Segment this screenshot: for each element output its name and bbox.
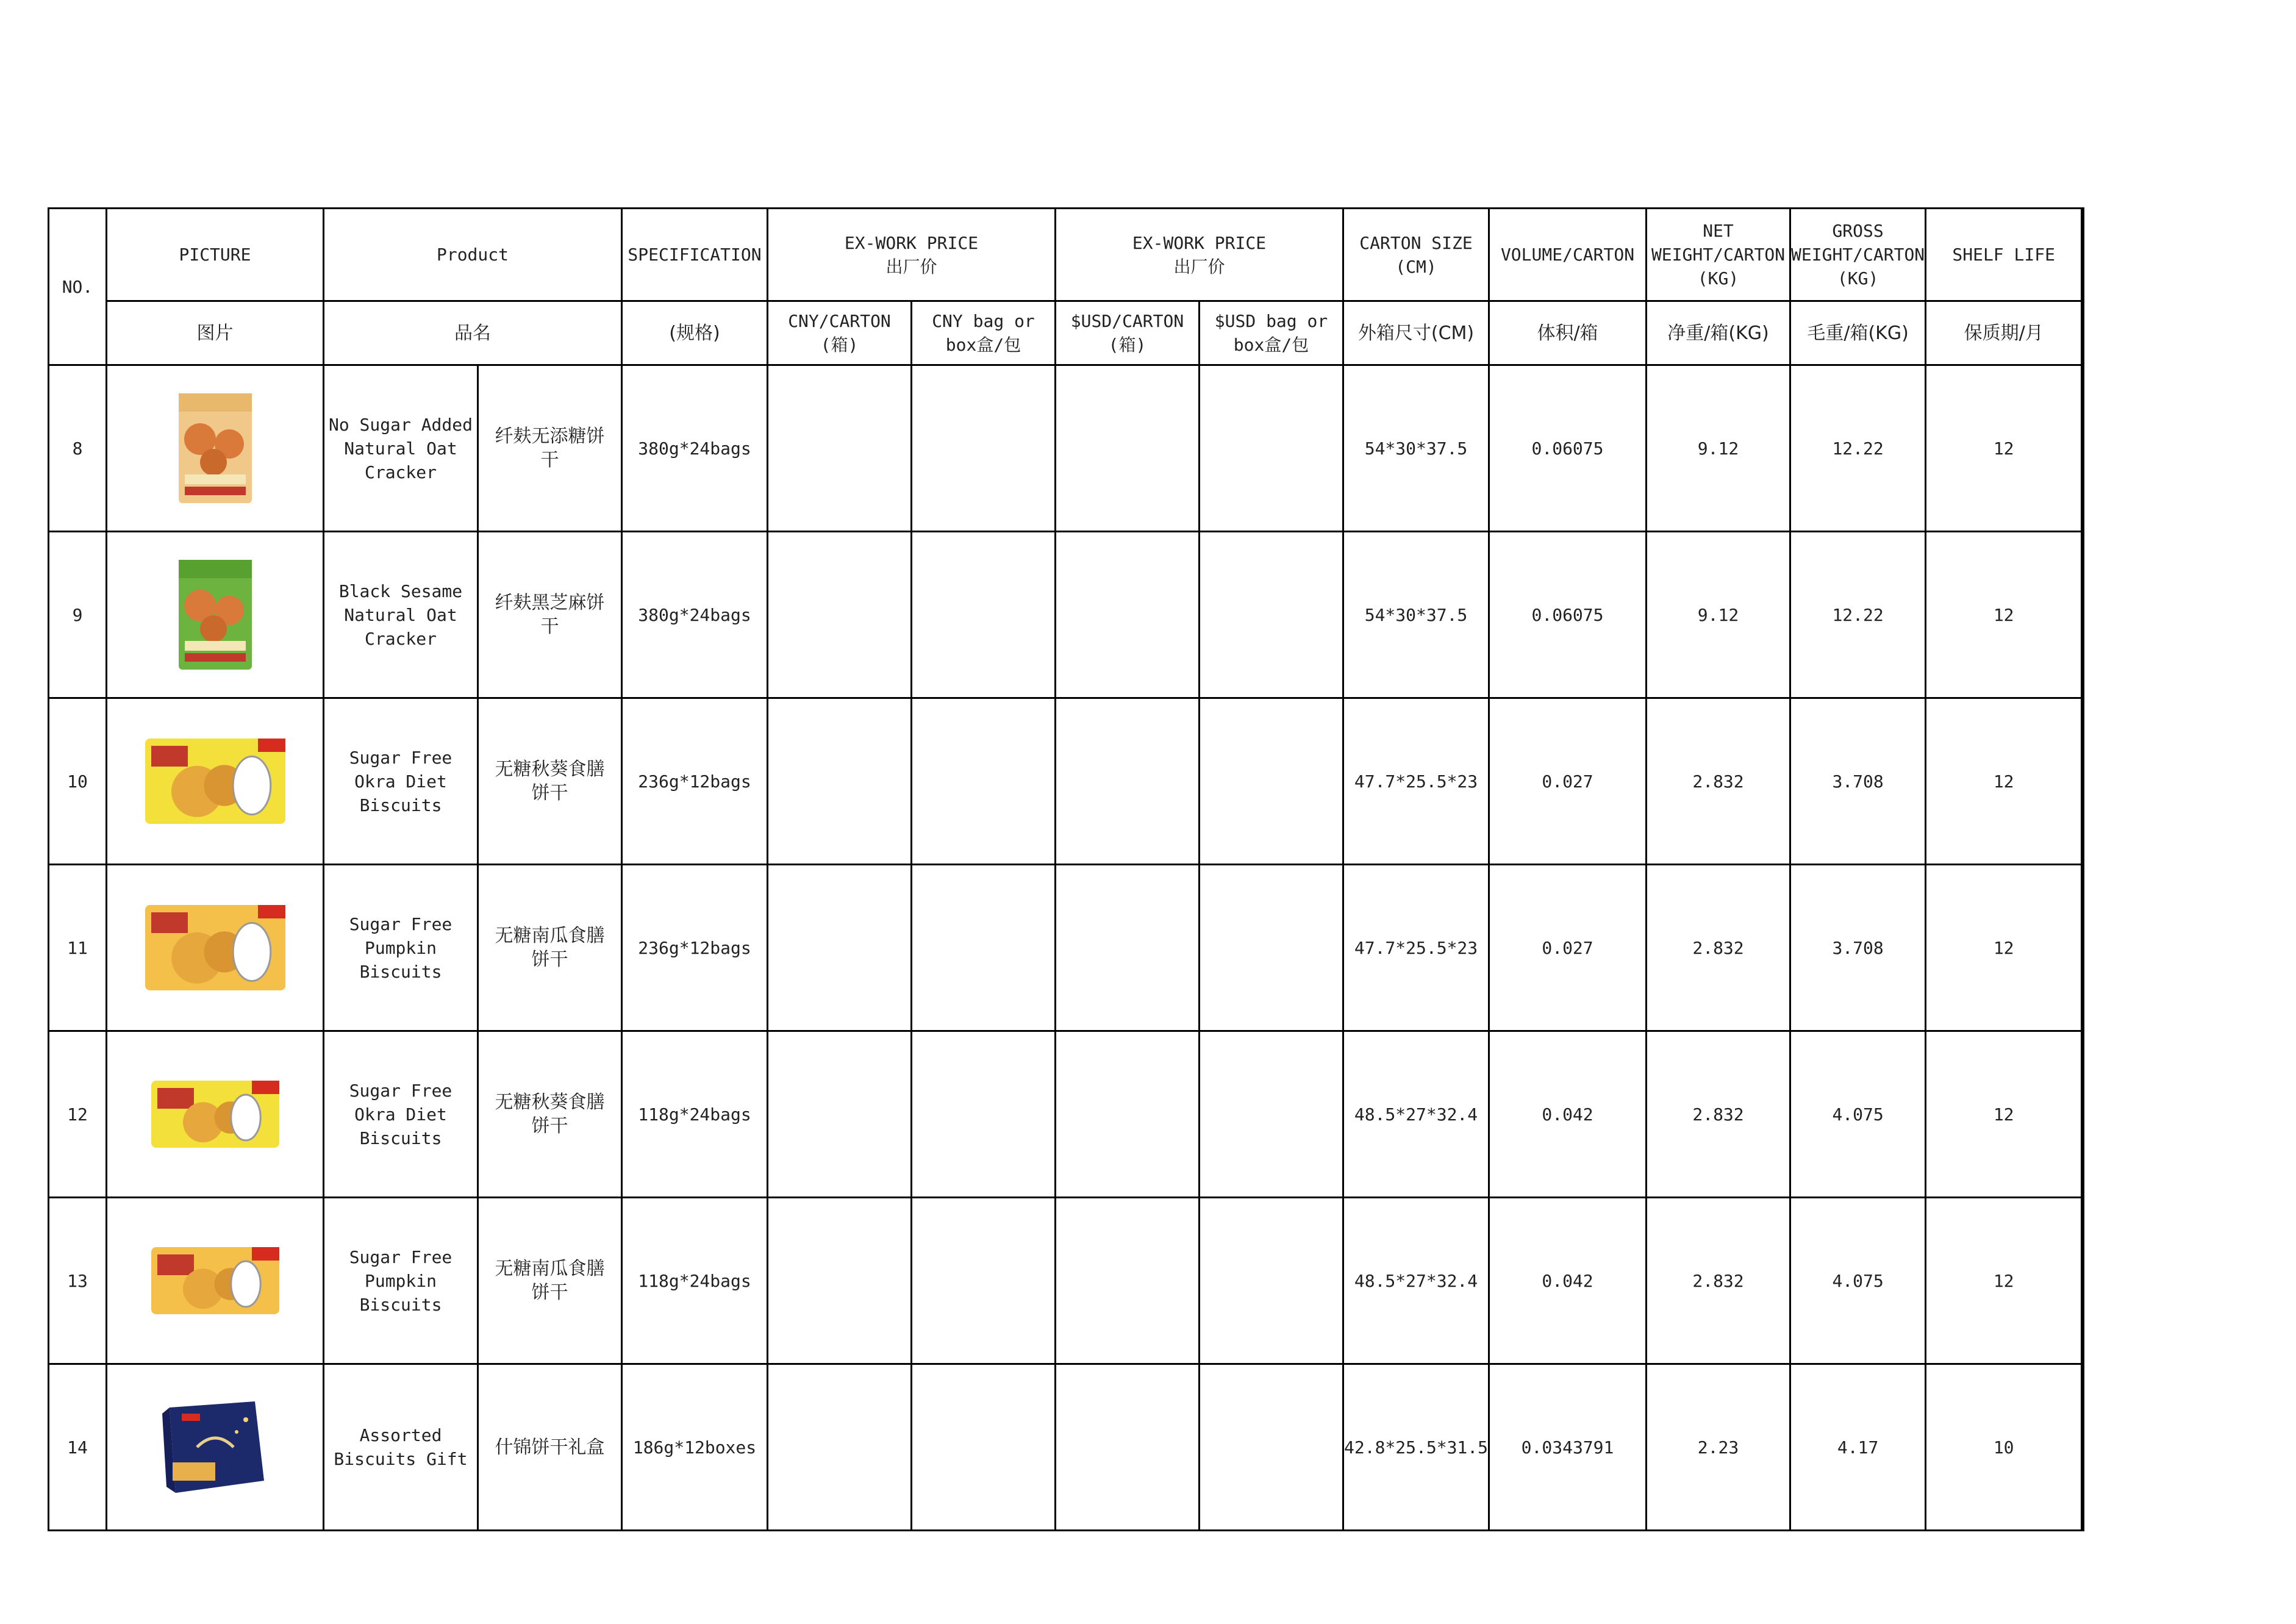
cny-carton-price (768, 532, 912, 698)
cny-bag-price (912, 365, 1056, 532)
row-number: 12 (49, 1031, 107, 1198)
carton-size: 47.7*25.5*23 (1343, 865, 1489, 1031)
row-number: 13 (49, 1198, 107, 1364)
subheader-cny-bag-line: box盒/包 (945, 335, 1021, 355)
product-name-en-line: Pumpkin (364, 1270, 437, 1291)
carton-size: 54*30*37.5 (1343, 365, 1489, 532)
cny-carton-price (768, 698, 912, 865)
subheader-usd-bag-line: $USD bag or (1214, 311, 1328, 331)
header-net-weight-line: WEIGHT/CARTON (1651, 245, 1786, 265)
header-net-weight-line: (KG) (1697, 268, 1739, 288)
product-name-en-line: Biscuits (359, 961, 442, 982)
shelf-life: 12 (1926, 1031, 2082, 1198)
subheader-usd-carton-line: (箱) (1108, 335, 1146, 355)
product-name-cn (478, 532, 622, 698)
specification: 186g*12boxes (622, 1364, 768, 1531)
usd-bag-price (1200, 865, 1343, 1031)
header-specification: SPECIFICATION (622, 209, 768, 301)
product-name-en (324, 1031, 478, 1198)
blank-cell (2082, 365, 2084, 532)
product-name-en (324, 1198, 478, 1364)
subheader-cny-carton-line: CNY/CARTON (788, 311, 891, 331)
product-name-en-line: Natural Oat (344, 438, 457, 459)
product-name-en (324, 532, 478, 698)
specification: 236g*12bags (622, 698, 768, 865)
shelf-life: 12 (1926, 532, 2082, 698)
product-name-cn-line: 干 (540, 449, 559, 471)
cny-bag-price (912, 1364, 1056, 1531)
blank-cell (2082, 698, 2084, 865)
usd-carton-price (1056, 1031, 1200, 1198)
product-name-en-line: Biscuits (359, 1294, 442, 1315)
product-picture (107, 1364, 324, 1531)
specification: 380g*24bags (622, 365, 768, 532)
okra-biscuit-pack-large-image (139, 723, 291, 839)
usd-carton-price (1056, 698, 1200, 865)
gross-weight: 4.075 (1790, 1031, 1926, 1198)
gross-weight: 12.22 (1790, 365, 1926, 532)
header-row (49, 209, 2084, 301)
table-row (49, 698, 2084, 865)
usd-carton-price (1056, 532, 1200, 698)
volume: 0.027 (1489, 698, 1647, 865)
gross-weight: 3.708 (1790, 865, 1926, 1031)
product-name-en-line: Assorted (359, 1425, 442, 1445)
subheader-cny-bag-line: CNY bag or (932, 311, 1035, 331)
product-price-table (48, 207, 2084, 1531)
subheader-gross-weight: 毛重/箱(KG) (1790, 301, 1926, 365)
assorted-gift-box-image (139, 1389, 291, 1505)
blank-cell (2082, 1031, 2084, 1198)
header-gross-weight-line: WEIGHT/CARTON (1791, 245, 1925, 265)
product-picture (107, 365, 324, 532)
okra-biscuit-pack-small-image (139, 1056, 291, 1172)
table-row (49, 865, 2084, 1031)
oat-cracker-bag-orange-image (139, 390, 291, 506)
product-name-cn-line: 无糖南瓜食膳 (495, 1258, 605, 1279)
usd-bag-price (1200, 698, 1343, 865)
header-carton-size-line: CARTON SIZE (1359, 232, 1473, 253)
cny-bag-price (912, 698, 1056, 865)
gross-weight: 12.22 (1790, 532, 1926, 698)
row-number: 14 (49, 1364, 107, 1531)
usd-carton-price (1056, 1364, 1200, 1531)
product-name-en (324, 865, 478, 1031)
gross-weight: 4.075 (1790, 1198, 1926, 1364)
product-name-en-line: Sugar Free (349, 914, 452, 934)
product-name-cn-line: 饼干 (531, 1282, 568, 1303)
pumpkin-biscuit-pack-small-image (139, 1223, 291, 1339)
product-name-en-line: Biscuits Gift (334, 1449, 468, 1469)
product-name-en-line: Pumpkin (364, 937, 437, 958)
product-name-en-line: Okra Diet (354, 771, 447, 792)
subheader-usd-carton-line: $USD/CARTON (1070, 311, 1184, 331)
product-name-cn-line: 饼干 (531, 1115, 568, 1137)
specification: 118g*24bags (622, 1198, 768, 1364)
shelf-life: 10 (1926, 1364, 2082, 1531)
carton-size: 48.5*27*32.4 (1343, 1198, 1489, 1364)
product-name-en-line: Biscuits (359, 1128, 442, 1148)
volume: 0.06075 (1489, 532, 1647, 698)
product-picture (107, 1031, 324, 1198)
blank-cell (2082, 532, 2084, 698)
product-name-en-line: Natural Oat (344, 604, 457, 625)
volume: 0.06075 (1489, 365, 1647, 532)
header-volume: VOLUME/CARTON (1489, 209, 1647, 301)
product-name-cn-line: 无糖南瓜食膳 (495, 925, 605, 946)
row-number: 9 (49, 532, 107, 698)
product-name-en-line: Sugar Free (349, 1247, 452, 1267)
cny-carton-price (768, 1364, 912, 1531)
net-weight: 2.832 (1647, 698, 1790, 865)
shelf-life: 12 (1926, 365, 2082, 532)
carton-size: 42.8*25.5*31.5 (1343, 1364, 1489, 1531)
subheader-specification: (规格) (622, 301, 768, 365)
net-weight: 9.12 (1647, 365, 1790, 532)
carton-size: 54*30*37.5 (1343, 532, 1489, 698)
product-name-en (324, 365, 478, 532)
subheader-net-weight: 净重/箱(KG) (1647, 301, 1790, 365)
subheader-row (49, 301, 2084, 365)
usd-bag-price (1200, 1031, 1343, 1198)
product-name-cn-line: 无糖秋葵食膳 (495, 759, 605, 780)
table-row (49, 365, 2084, 532)
product-name-en-line: Sugar Free (349, 747, 452, 768)
header-net-weight-line: NET (1703, 221, 1734, 241)
product-name-cn (478, 698, 622, 865)
product-name-en-line: Sugar Free (349, 1080, 452, 1101)
usd-bag-price (1200, 365, 1343, 532)
product-name-cn (478, 865, 622, 1031)
subheader-usd-bag (1200, 301, 1343, 365)
usd-bag-price (1200, 1364, 1343, 1531)
volume: 0.027 (1489, 865, 1647, 1031)
table-row (49, 1198, 2084, 1364)
specification: 118g*24bags (622, 1031, 768, 1198)
specification: 380g*24bags (622, 532, 768, 698)
subheader-cny-bag (912, 301, 1056, 365)
header-net-weight (1647, 209, 1790, 301)
product-name-cn-line: 饼干 (531, 949, 568, 970)
shelf-life: 12 (1926, 1198, 2082, 1364)
product-name-en-line: Cracker (364, 628, 437, 649)
net-weight: 2.832 (1647, 865, 1790, 1031)
specification: 236g*12bags (622, 865, 768, 1031)
shelf-life: 12 (1926, 865, 2082, 1031)
usd-carton-price (1056, 1198, 1200, 1364)
usd-carton-price (1056, 865, 1200, 1031)
pumpkin-biscuit-pack-large-image (139, 890, 291, 1006)
product-name-cn-line: 干 (540, 616, 559, 637)
header-no: NO. (49, 209, 107, 365)
header-exwork-usd-line: EX-WORK PRICE (1132, 232, 1267, 253)
usd-bag-price (1200, 1198, 1343, 1364)
header-gross-weight (1790, 209, 1926, 301)
subheader-product: 品名 (324, 301, 622, 365)
subheader-picture: 图片 (107, 301, 324, 365)
subheader-carton-size: 外箱尺寸(CM) (1343, 301, 1489, 365)
row-number: 11 (49, 865, 107, 1031)
subheader-volume: 体积/箱 (1489, 301, 1647, 365)
net-weight: 2.832 (1647, 1198, 1790, 1364)
table-row (49, 532, 2084, 698)
product-name-cn (478, 365, 622, 532)
product-name-en-line: No Sugar Added (328, 414, 473, 435)
product-name-cn (478, 1364, 622, 1531)
header-gross-weight-line: (KG) (1837, 268, 1879, 288)
volume: 0.042 (1489, 1198, 1647, 1364)
net-weight: 2.832 (1647, 1031, 1790, 1198)
net-weight: 2.23 (1647, 1364, 1790, 1531)
net-weight: 9.12 (1647, 532, 1790, 698)
cny-carton-price (768, 365, 912, 532)
cny-carton-price (768, 865, 912, 1031)
product-name-cn-line: 无糖秋葵食膳 (495, 1092, 605, 1113)
blank-cell (2082, 865, 2084, 1031)
header-picture: PICTURE (107, 209, 324, 301)
table-row (49, 1364, 2084, 1531)
product-name-cn-line: 什锦饼干礼盒 (495, 1436, 605, 1458)
shelf-life: 12 (1926, 698, 2082, 865)
product-name-en-line: Cracker (364, 462, 437, 482)
product-name-cn (478, 1198, 622, 1364)
cny-bag-price (912, 532, 1056, 698)
row-number: 8 (49, 365, 107, 532)
oat-cracker-bag-green-image (139, 557, 291, 673)
volume: 0.042 (1489, 1031, 1647, 1198)
header-exwork-cny-line: 出厂价 (885, 256, 937, 277)
product-name-cn-line: 纤麸黑芝麻饼 (495, 592, 605, 613)
price-sheet (48, 207, 2084, 1531)
subheader-usd-carton (1056, 301, 1200, 365)
cny-carton-price (768, 1198, 912, 1364)
product-name-en (324, 1364, 478, 1531)
product-picture (107, 1198, 324, 1364)
product-picture (107, 532, 324, 698)
header-exwork-usd-line: 出厂价 (1173, 256, 1225, 277)
header-shelf-life: SHELF LIFE (1926, 209, 2082, 301)
subheader-usd-bag-line: box盒/包 (1233, 335, 1309, 355)
header-gross-weight-line: GROSS (1832, 221, 1884, 241)
product-name-en-line: Biscuits (359, 795, 442, 815)
product-picture (107, 865, 324, 1031)
header-blank (2082, 209, 2084, 365)
blank-cell (2082, 1364, 2084, 1531)
subheader-cny-carton (768, 301, 912, 365)
product-picture (107, 698, 324, 865)
product-name-cn-line: 纤麸无添糖饼 (495, 426, 605, 447)
product-name-en-line: Okra Diet (354, 1104, 447, 1125)
carton-size: 47.7*25.5*23 (1343, 698, 1489, 865)
product-name-en (324, 698, 478, 865)
volume: 0.0343791 (1489, 1364, 1647, 1531)
subheader-cny-carton-line: (箱) (820, 335, 859, 355)
gross-weight: 3.708 (1790, 698, 1926, 865)
header-exwork-cny-line: EX-WORK PRICE (844, 232, 979, 253)
header-exwork-cny (768, 209, 1056, 301)
header-product: Product (324, 209, 622, 301)
blank-cell (2082, 1198, 2084, 1364)
row-number: 10 (49, 698, 107, 865)
carton-size: 48.5*27*32.4 (1343, 1031, 1489, 1198)
header-carton-size (1343, 209, 1489, 301)
usd-carton-price (1056, 365, 1200, 532)
cny-carton-price (768, 1031, 912, 1198)
table-row (49, 1031, 2084, 1198)
product-name-cn-line: 饼干 (531, 782, 568, 804)
usd-bag-price (1200, 532, 1343, 698)
subheader-shelf-life: 保质期/月 (1926, 301, 2082, 365)
header-carton-size-line: (CM) (1395, 256, 1437, 277)
cny-bag-price (912, 1198, 1056, 1364)
gross-weight: 4.17 (1790, 1364, 1926, 1531)
header-exwork-usd (1056, 209, 1343, 301)
cny-bag-price (912, 1031, 1056, 1198)
product-name-en-line: Black Sesame (338, 581, 463, 601)
product-name-cn (478, 1031, 622, 1198)
cny-bag-price (912, 865, 1056, 1031)
